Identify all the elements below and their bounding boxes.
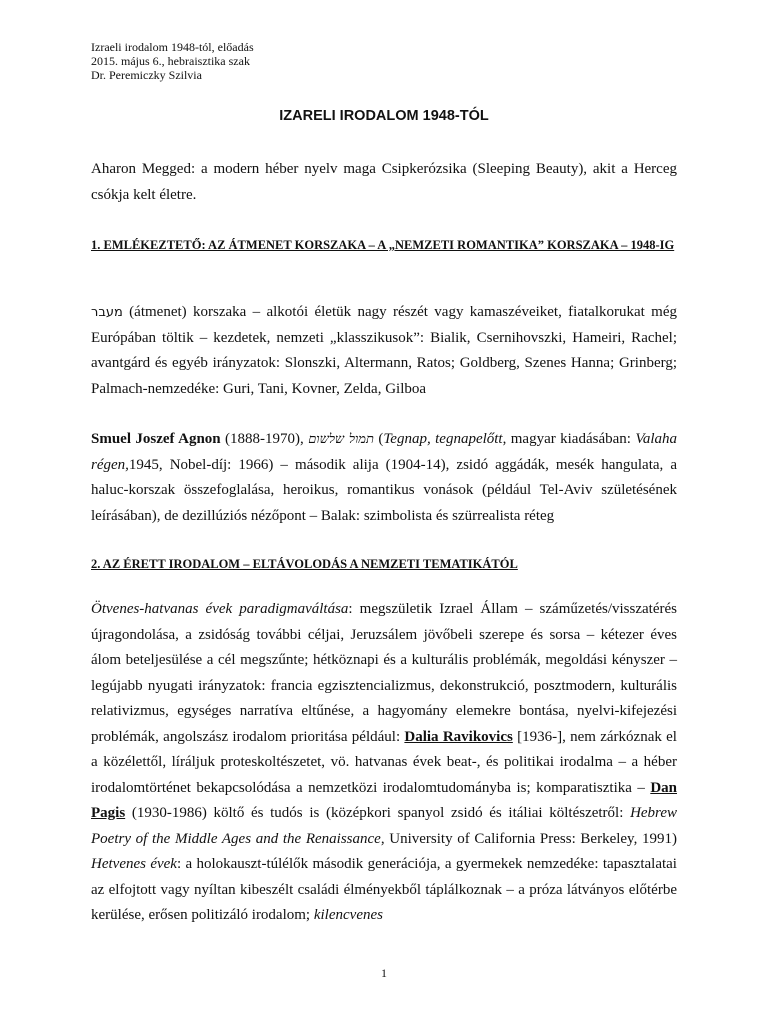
section1-heading: 1. EMLÉKEZTETŐ: AZ ÁTMENET KORSZAKA – A „NEMZETI ROMANTIKA” KORSZAKA – 1948-IG bbox=[91, 238, 675, 252]
kilencvenes: kilencvenes bbox=[313, 907, 383, 923]
hetvenes-evek: Hetvenes évek bbox=[91, 856, 177, 872]
book-title: Hebrew Poetry of the Middle Ages and the Renaissance bbox=[91, 805, 677, 847]
agnon-after-title: , magyar kiadásában: bbox=[502, 431, 636, 447]
section2-heading: 2. AZ ÉRETT IRODALOM – ELTÁVOLODÁS A NEMZETI TEMATIKÁTÓL bbox=[91, 557, 518, 571]
section1-text: (átmenet) korszaka – alkotói életük nagy részét vagy kamaszéveiket, fiatalkorukat még Európában töltik – kezdetek, nemzeti „klasszikusok”: Bialik, Csernihovszki, Hameiri, Rachel; avantgárd és egyéb irányzatok: Slonszki, Altermann, Ratos; Goldberg, Szenes Hanna; Grinberg; Palmach-nemzedéke: Guri, Tani, Kovner, Zelda, Gilboa bbox=[91, 304, 677, 397]
page-header bbox=[91, 40, 254, 82]
document-title: IZARELI IRODALOM 1948-TÓL bbox=[279, 108, 489, 124]
page-number: 1 bbox=[381, 966, 387, 980]
section2-lead: Ötvenes-hatvanas évek paradigmaváltása bbox=[91, 601, 349, 617]
agnon-open-paren: ( bbox=[373, 431, 384, 447]
section2-paragraph bbox=[91, 597, 677, 929]
header-date: 2015. május 6., hebraisztika szak bbox=[91, 54, 250, 68]
agnon-hu-edition: Valaha régen, bbox=[91, 431, 678, 473]
section2-text-1: : megszületik Izrael Állam – száműzetés/visszatérés újragondolása, a zsidóság további céljai, Jeruzsálem jövőbeli szerepe és sorsa – kétezer éves álom beteljesülése a cél megszűnte; hétköznapi és a kulturális problémák, megoldási kényszer – legújabb nyugati irányzatok: francia egzisztencializmus, dekonstrukció, posztmodern, kulturális relativizmus, egységes narratíva eltűnése, a hagyomány elemekre bontása, nyelvi-kifejezési problémák, angolszász irodalom prioritása például: bbox=[91, 601, 677, 745]
agnon-paragraph bbox=[91, 427, 677, 529]
section2-text-5: : a holokauszt-túlélők második generációja, a gyermekek nemzedéke: tapasztalatai az elfojtott vagy nyíltan kibeszélt családi élményekből táplálkoznak – a próza látványos előtérbe kerülése, erősen politizáló irodalom; bbox=[91, 856, 677, 923]
hebrew-word-maavar: מעבר bbox=[91, 305, 123, 320]
author-dan-pagis: Dan Pagis bbox=[91, 779, 677, 821]
agnon-text: 1945, Nobel-díj: 1966) – második alija (1904-14), zsidó aggádák, mesék hangulata, a haluc-korszak összefoglalása, heroikus, romantikus vonások (például Tel-Aviv születésének leírásában), de dezillúziós nézőpont – Balak: szimbolista és szürrealista réteg bbox=[91, 456, 677, 524]
section2-text-3: (1930-1986) költő és tudós is (középkori spanyol zsidó és itáliai költészetről: bbox=[125, 805, 631, 821]
author-dalia-ravikovics: Dalia Ravikovics bbox=[404, 728, 513, 745]
agnon-hebrew-title: תמול שלשום bbox=[308, 432, 374, 447]
section2-text-2: [1936-], nem zárkóznak el a közélettől, líráljuk proteskoltészetet, vö. hatvanas évek beat-, és politikai irodalma – a héber irodalomtörténet bekapcsolódása a nemzetközi irodalomtudományba is; komparatisztika – bbox=[91, 728, 677, 796]
section2-text-4: , University of California Press: Berkeley, 1991) bbox=[380, 830, 677, 847]
header-course: Izraeli irodalom 1948-tól, előadás bbox=[91, 40, 254, 54]
agnon-title-hu: Tegnap, tegnapelőtt bbox=[383, 431, 503, 447]
agnon-name: Smuel Joszef Agnon bbox=[91, 431, 221, 447]
header-author: Dr. Peremiczky Szilvia bbox=[91, 68, 202, 82]
section1-paragraph bbox=[91, 300, 677, 402]
intro-paragraph: Aharon Megged: a modern héber nyelv maga Csipkerózsika (Sleeping Beauty), akit a Herceg csókja kelt életre. bbox=[91, 161, 677, 203]
agnon-dates: (1888-1970), bbox=[220, 431, 309, 447]
